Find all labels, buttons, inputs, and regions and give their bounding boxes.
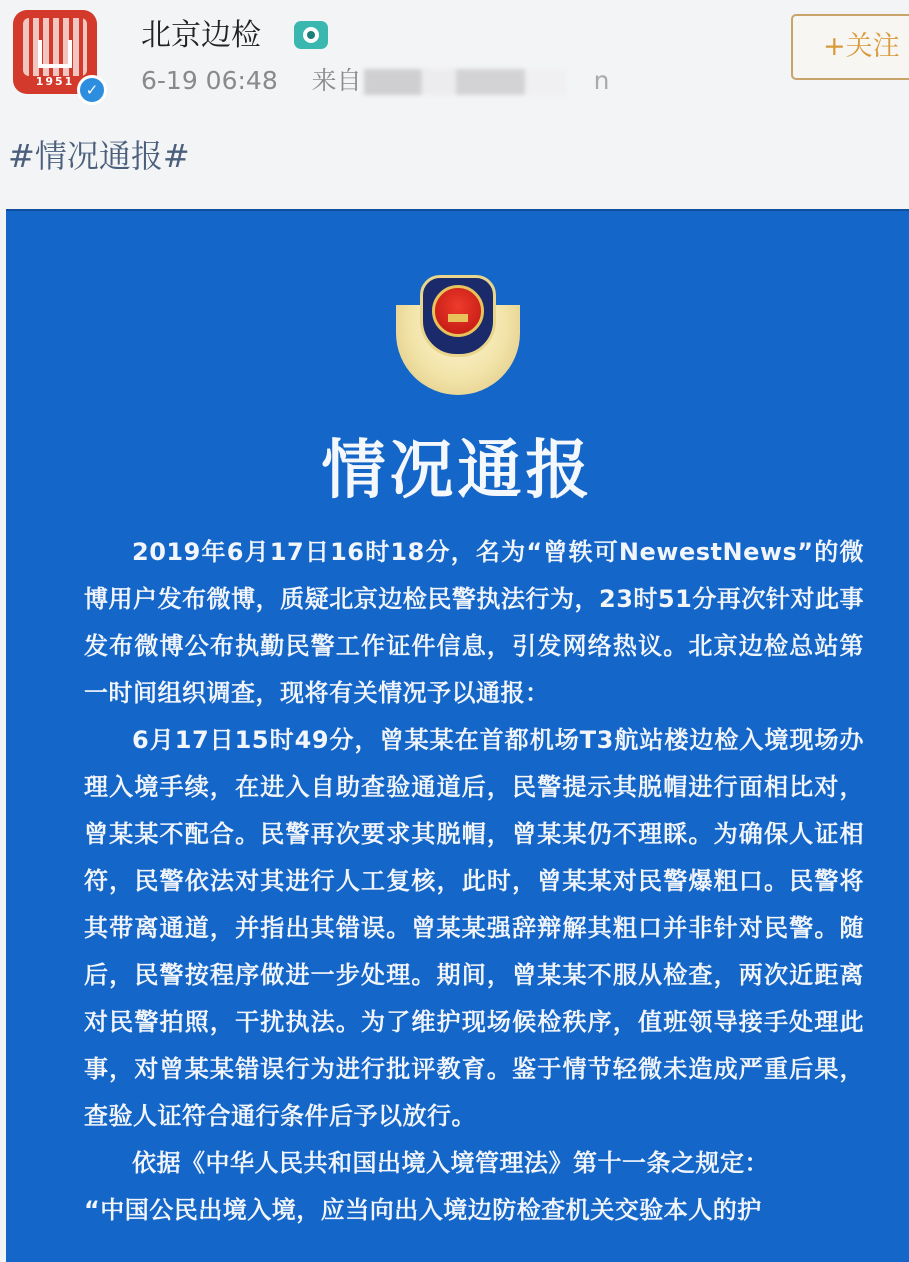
notice-paragraph: “中国公民出境入境，应当向出入境边防检查机关交验本人的护	[84, 1196, 762, 1224]
police-emblem-icon	[396, 275, 520, 395]
avatar-seal-mark	[38, 40, 72, 68]
verified-badge-icon: ✓	[77, 75, 107, 105]
camera-icon[interactable]	[294, 21, 328, 49]
source-tail: n	[593, 66, 610, 95]
follow-button[interactable]: +关注	[791, 14, 909, 80]
emblem-national-disc	[432, 285, 484, 337]
post-header	[0, 0, 909, 209]
user-name[interactable]: 北京边检	[141, 18, 261, 53]
notice-image[interactable]	[6, 209, 909, 1262]
post-meta	[141, 64, 610, 98]
notice-body	[84, 529, 864, 1234]
source-prefix: 来自	[311, 66, 362, 95]
notice-paragraph: 依据《中华人民共和国出境入境管理法》第十一条之规定：	[132, 1149, 769, 1177]
post-timestamp: 6-19 06:48	[141, 66, 278, 95]
avatar-year: 1951	[35, 75, 75, 88]
notice-paragraph: 6月17日15时49分，曾某某在首都机场T3航站楼边检入境现场办理入境手续，在进入自助查验通道后，民警提示其脱帽进行面相比对，曾某某不配合。民警再次要求其脱帽，曾某某仍不理睬。为确保人证相符，民警依法对其进行人工复核，此时，曾某某对民警爆粗口。民警将其带离通道，并指出其错误。曾某某强辞辩解其粗口并非针对民警。随后，民警按程序做进一步处理。期间，曾某某不服从检查，两次近距离对民警拍照，干扰执法。为了维护现场候检秩序，值班领导接手处理此事，对曾某某错误行为进行批评教育。鉴于情节轻微未造成严重后果，查验人证符合通行条件后予以放行。	[84, 726, 864, 1130]
source-blurred	[364, 69, 594, 95]
hashtag-link[interactable]: #情况通报#	[8, 137, 190, 175]
notice-title: 情况通报	[321, 433, 594, 508]
notice-paragraph: 2019年6月17日16时18分，名为“曾轶可NewestNews”的微博用户发布微博，质疑北京边检民警执法行为，23时51分再次针对此事发布微博公布执勤民警工作证件信息，引发网络热议。北京边检总站第一时间组织调查，现将有关情况予以通报：	[84, 538, 864, 707]
